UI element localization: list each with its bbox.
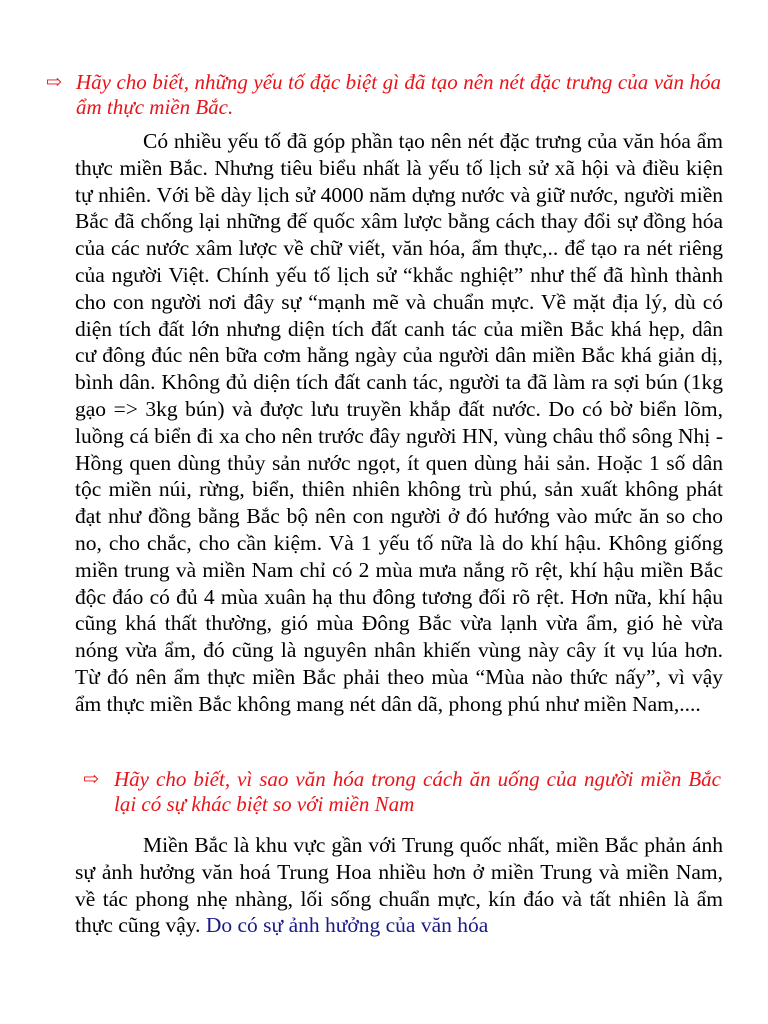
question-heading-1-text: Hãy cho biết, những yếu tố đặc biệt gì đã tạo nên nét đặc trưng của văn hóa ẩm thực miền Bắc.	[76, 70, 721, 119]
answer-paragraph-2	[75, 832, 723, 939]
answer-paragraph-1: Có nhiều yếu tố đã góp phần tạo nên nét đặc trưng của văn hóa ẩm thực miền Bắc. Nhưng tiêu biểu nhất là yếu tố lịch sử xã hội và điều kiện tự nhiên. Với bề dày lịch sử 4000 năm dựng nước và giữ nước, người miền Bắc đã chống lại những đế quốc xâm lược bằng cách thay đổi sự đồng hóa của các nước xâm lược về chữ viết, văn hóa, ẩm thực,.. để tạo ra nét riêng của người Việt. Chính yếu tố lịch sử “khắc nghiệt” như thế đã hình thành cho con người nơi đây sự “mạnh mẽ và chuẩn mực. Về mặt địa lý, dù có diện tích đất lớn nhưng diện tích đất canh tác của miền Bắc khá hẹp, dân cư đông đúc nên bữa cơm hằng ngày của người dân miền Bắc khá giản dị, bình dân. Không đủ diện tích đất canh tác, người ta đã làm ra sợi bún (1kg gạo => 3kg bún) và được lưu truyền khắp đất nước. Do có bờ biển lõm, luồng cá biển đi xa cho nên trước đây người HN, vùng châu thổ sông Nhị - Hồng quen dùng thủy sản nước ngọt, ít quen dùng hải sản. Hoặc 1 số dân tộc miền núi, rừng, biển, thiên nhiên không trù phú, sản xuất không phát đạt như đồng bằng Bắc bộ nên con người ở đó hướng vào mức ăn so cho no, cho chắc, cho cần kiệm. Và 1 yếu tố nữa là do khí hậu. Không giống miền trung và miền Nam chỉ có 2 mùa mưa nắng rõ rệt, khí hậu miền Bắc độc đáo có đủ 4 mùa xuân hạ thu đông tương đối rõ rệt. Hơn nữa, khí hậu cũng khá thất thường, gió mùa Đông Bắc vừa lạnh vừa ẩm, gió hè vừa nóng vừa ẩm, đó cũng là nguyên nhân khiến vùng này cây ít vụ lúa hơn. Từ đó nên ẩm thực miền Bắc phải theo mùa “Mùa nào thức nấy”, vì vậy ẩm thực miền Bắc không mang nét dân dã, phong phú như miền Nam,....	[75, 129, 723, 716]
arrow-right-icon: ⇨	[83, 769, 99, 790]
question-heading-1	[46, 70, 721, 120]
question-heading-2	[83, 767, 721, 817]
question-heading-2-text: Hãy cho biết, vì sao văn hóa trong cách ăn uống của người miền Bắc lại có sự khác biệt so với miền Nam	[114, 767, 721, 816]
answer-paragraph-2-highlight: Do có sự ảnh hưởng của văn hóa	[205, 913, 489, 938]
answer-paragraph-2-main: Miền Bắc là khu vực gần với Trung quốc nhất, miền Bắc phản ánh sự ảnh hưởng văn hoá Trung Hoa nhiều hơn ở miền Trung và miền Nam, về tác phong nhẹ nhàng, lối sống chuẩn mực, kín đáo và tất nhiên là ẩm thực cũng vậy.	[75, 833, 723, 938]
arrow-right-icon: ⇨	[46, 72, 62, 93]
